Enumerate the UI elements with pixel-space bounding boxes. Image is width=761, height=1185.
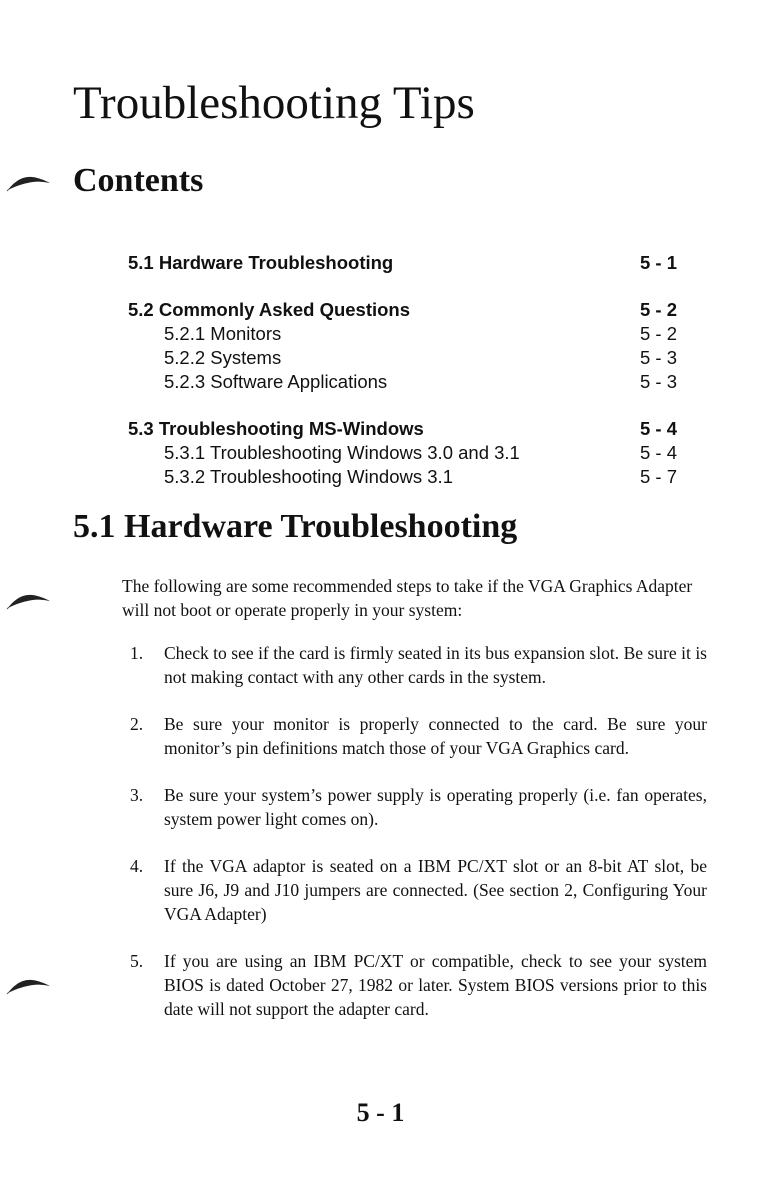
list-item bbox=[122, 783, 707, 831]
toc-subentry-title: 5.2.3 Software Applications bbox=[164, 371, 388, 392]
toc-group bbox=[128, 251, 682, 275]
intro-paragraph: The following are some recommended steps to take if the VGA Graphics Adapter will not boot or operate properly in your system: bbox=[122, 576, 693, 620]
toc-group bbox=[128, 417, 682, 489]
ink-swoosh-icon bbox=[6, 971, 52, 995]
list-item bbox=[122, 641, 707, 689]
toc-entry-title: 5.3 Troubleshooting MS-Windows bbox=[128, 418, 424, 439]
step-text: If you are using an IBM PC/XT or compatible, check to see your system BIOS is dated October 27, 1982 or later. System BIOS versions prior to this date will not support the adapter card. bbox=[164, 951, 707, 1019]
step-number: 1. bbox=[130, 643, 144, 663]
toc-entry bbox=[128, 251, 682, 275]
toc-subentry-title: 5.2.1 Monitors bbox=[164, 323, 282, 344]
step-number: 3. bbox=[130, 785, 144, 805]
toc-subentry-title: 5.2.2 Systems bbox=[164, 347, 282, 368]
toc-subentry-page: 5 - 4 bbox=[640, 442, 678, 463]
toc-subentry-page: 5 - 3 bbox=[640, 371, 678, 392]
step-number: 4. bbox=[130, 856, 144, 876]
toc-subentry bbox=[128, 346, 682, 370]
step-text: Check to see if the card is firmly seated in its bus expansion slot. Be sure it is not making contact with any other cards in the system. bbox=[164, 643, 707, 687]
toc-subentry bbox=[128, 465, 682, 489]
toc-subentry-page: 5 - 3 bbox=[640, 347, 678, 368]
table-of-contents bbox=[128, 251, 682, 512]
step-text: Be sure your system’s power supply is operating properly (i.e. fan operates, system power light comes on). bbox=[164, 785, 707, 829]
chapter-title: Troubleshooting Tips bbox=[73, 77, 475, 129]
list-item bbox=[122, 949, 707, 1021]
toc-subentry bbox=[128, 441, 682, 465]
toc-subentry-title: 5.3.1 Troubleshooting Windows 3.0 and 3.1 bbox=[164, 442, 520, 463]
section-heading: 5.1 Hardware Troubleshooting bbox=[73, 508, 518, 545]
toc-subentry-page: 5 - 7 bbox=[640, 466, 678, 487]
page-number: 5 - 1 bbox=[356, 1098, 405, 1127]
toc-entry-title: 5.1 Hardware Troubleshooting bbox=[128, 252, 394, 273]
toc-subentry bbox=[128, 370, 682, 394]
toc-entry bbox=[128, 417, 682, 441]
list-item bbox=[122, 712, 707, 760]
toc-entry-page: 5 - 4 bbox=[640, 418, 678, 439]
list-item bbox=[122, 854, 707, 926]
toc-entry-title: 5.2 Commonly Asked Questions bbox=[128, 299, 411, 320]
toc-entry-page: 5 - 2 bbox=[640, 299, 678, 320]
step-number: 5. bbox=[130, 951, 144, 971]
step-text: If the VGA adaptor is seated on a IBM PC/XT slot or an 8-bit AT slot, be sure J6, J9 and J10 jumpers are connected. (See section 2, Configuring Your VGA Adapter) bbox=[164, 856, 707, 924]
step-number: 2. bbox=[130, 714, 144, 734]
step-text: Be sure your monitor is properly connected to the card. Be sure your monitor’s pin definitions match those of your VGA Graphics card. bbox=[164, 714, 707, 758]
toc-entry bbox=[128, 298, 682, 322]
steps-list bbox=[122, 641, 707, 1021]
section-body bbox=[122, 574, 707, 1044]
toc-subentry-title: 5.3.2 Troubleshooting Windows 3.1 bbox=[164, 466, 453, 487]
contents-heading: Contents bbox=[73, 162, 204, 199]
toc-entry-page: 5 - 1 bbox=[640, 252, 678, 273]
toc-subentry-page: 5 - 2 bbox=[640, 323, 678, 344]
ink-swoosh-icon bbox=[6, 168, 52, 192]
ink-swoosh-icon bbox=[6, 586, 52, 610]
toc-group bbox=[128, 298, 682, 394]
toc-subentry bbox=[128, 322, 682, 346]
